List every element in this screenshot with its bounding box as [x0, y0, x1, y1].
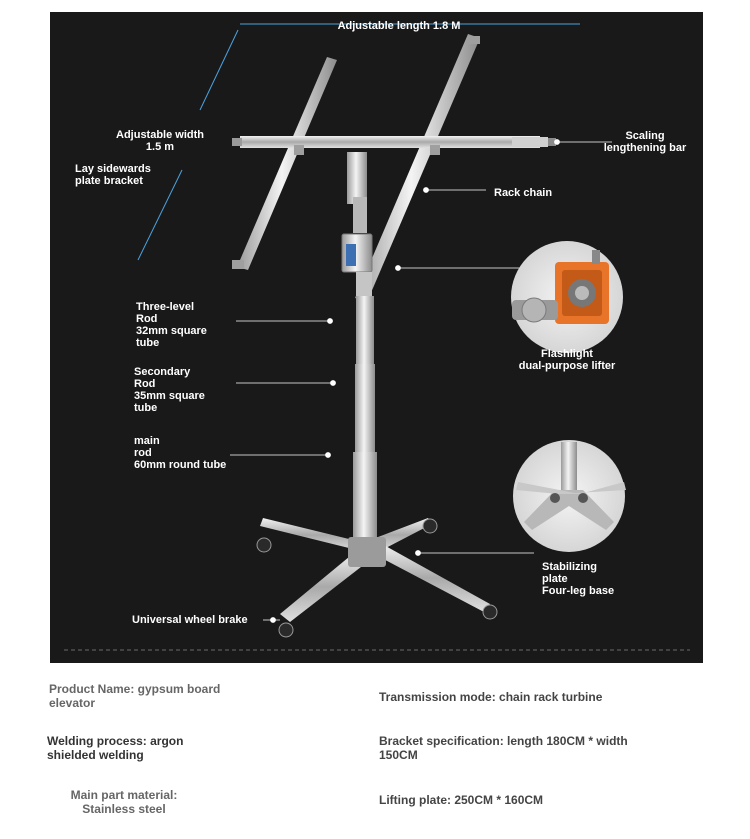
spec-welding: Welding process: argon shielded welding — [47, 734, 184, 762]
three-level-rod-label: Three-level Rod 32mm square tube — [136, 301, 207, 349]
stabilizing-base-label: Stabilizing plate Four-leg base — [542, 561, 615, 597]
spec-bracket: Bracket specification: length 180CM * width 150CM — [379, 734, 628, 762]
product-diagram-panel — [50, 12, 703, 663]
lifting-head — [342, 152, 372, 298]
spec-material: Main part material: Stainless steel — [70, 788, 178, 816]
spec-lifting-plate: Lifting plate: 250CM * 160CM — [379, 793, 544, 807]
secondary-rod-label: Secondary Rod 35mm square tube — [134, 366, 205, 414]
adjustable-length-label: Adjustable length 1.8 M — [337, 20, 461, 32]
adjustable-width-label: Adjustable width 1.5 m — [116, 129, 204, 153]
universal-wheel-label: Universal wheel brake — [132, 614, 248, 626]
lay-sidewards-label: Lay sidewards plate bracket — [75, 163, 151, 187]
main-rod-label: main rod 60mm round tube — [134, 435, 227, 471]
base-detail-icon — [513, 440, 626, 552]
rack-chain-label: Rack chain — [494, 187, 553, 199]
spec-transmission: Transmission mode: chain rack turbine — [379, 690, 603, 704]
scaling-bar-label: Scaling lengthening bar — [603, 130, 687, 154]
main-mast — [353, 296, 377, 548]
width-dimension-line-top — [200, 30, 238, 110]
gearbox-detail-icon — [511, 241, 623, 353]
spec-product-name: Product Name: gypsum board elevator — [49, 682, 221, 710]
flashlight-lifter-label: Flashlight dual-purpose lifter — [518, 348, 616, 372]
plate-bracket-frame — [232, 34, 556, 302]
